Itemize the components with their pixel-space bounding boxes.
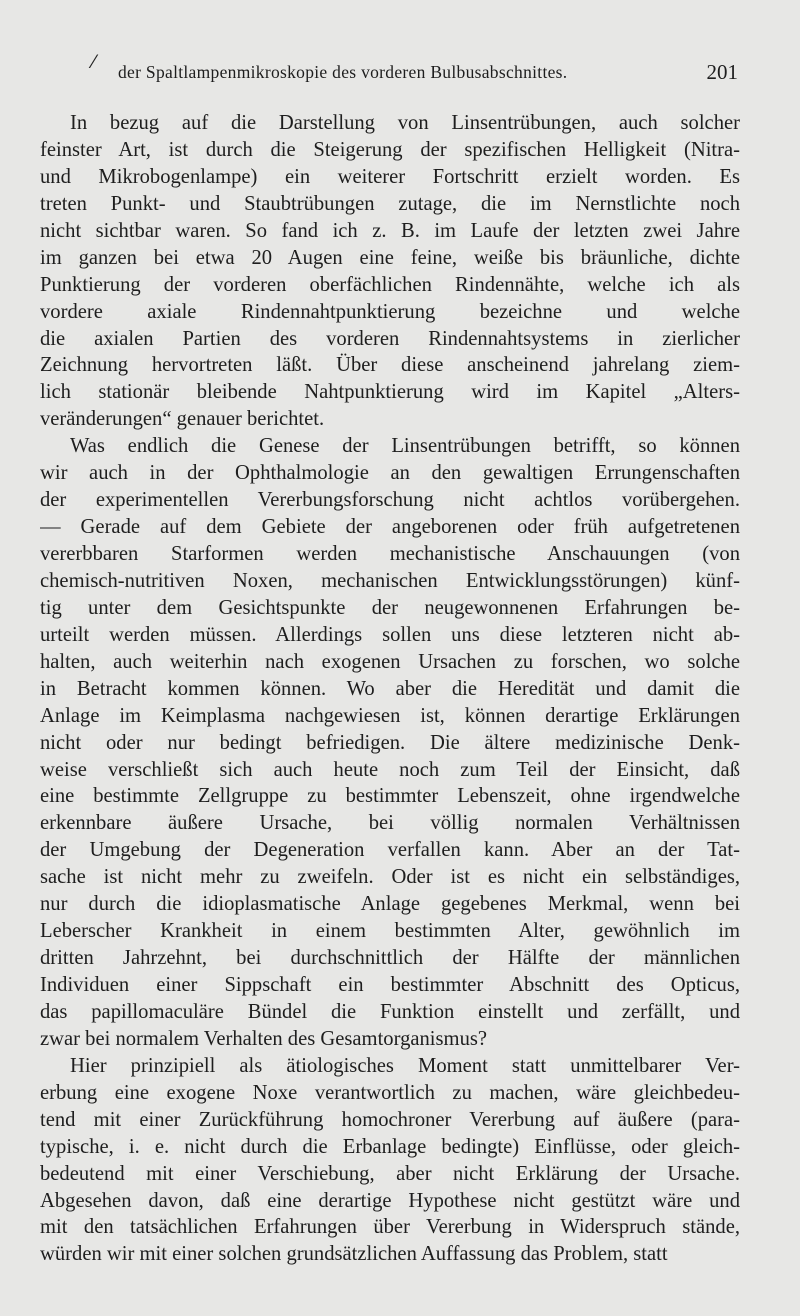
text-line: dritten Jahrzehnt, bei durchschnittlich der Hälfte der männlichen	[40, 947, 740, 970]
text-line: nicht sichtbar waren. So fand ich z. B. im Laufe der letzten zwei Jahre	[40, 219, 740, 242]
text-line: mit den tatsächlichen Erfahrungen über Vererbung in Widerspruch stände,	[40, 1216, 740, 1239]
text-line: Zeichnung hervortreten läßt. Über diese anscheinend jahrelang ziem-	[40, 354, 740, 377]
page-number: 201	[706, 60, 738, 84]
text-line: eine bestimmte Zellgruppe zu bestimmter Lebenszeit, ohne irgendwelche	[40, 785, 740, 808]
text-line: lich stationär bleibende Nahtpunktierung wird im Kapitel „Alters-	[40, 381, 740, 404]
page-header	[118, 62, 738, 88]
paragraph	[40, 433, 740, 1053]
text-line: die axialen Partien des vorderen Rindennahtsystems in zierlicher	[40, 327, 740, 350]
text-line: Abgesehen davon, daß eine derartige Hypothese nicht gestützt wäre und	[40, 1189, 740, 1212]
text-line: treten Punkt- und Staubtrübungen zutage, die im Nernstlichte noch	[40, 192, 740, 215]
text-line: In bezug auf die Darstellung von Linsentrübungen, auch solcher	[70, 112, 740, 134]
text-line: chemisch-nutritiven Noxen, mechanischen Entwicklungsstörungen) künf-	[40, 569, 740, 592]
text-line: urteilt werden müssen. Allerdings sollen uns diese letzteren nicht ab-	[40, 623, 740, 646]
text-line: weise verschließt sich auch heute noch zum Teil der Einsicht, daß	[40, 758, 740, 781]
text-line: der Umgebung der Degeneration verfallen kann. Aber an der Tat-	[40, 839, 740, 862]
body-text	[40, 110, 740, 1268]
text-line: Punktierung der vorderen oberfächlichen Rindennähte, welche ich als	[40, 273, 740, 296]
text-line: vererbbaren Starformen werden mechanistische Anschauungen (von	[40, 543, 740, 565]
text-line: in Betracht kommen können. Wo aber die Heredität und damit die	[40, 677, 740, 700]
text-line: feinster Art, ist durch die Steigerung der spezifischen Helligkeit (Nitra-	[40, 138, 740, 161]
text-line: bedeutend mit einer Verschiebung, aber nicht Erklärung der Ursache.	[40, 1162, 740, 1185]
running-head: der Spaltlampenmikroskopie des vorderen Bulbusabschnittes.	[118, 62, 568, 82]
text-line: nicht oder nur bedingt befriedigen. Die ältere medizinische Denk-	[40, 731, 740, 754]
paragraph	[40, 110, 740, 433]
text-line: tend mit einer Zurückführung homochroner Vererbung auf äußere (para-	[40, 1108, 740, 1131]
text-line: Anlage im Keimplasma nachgewiesen ist, können derartige Erklärungen	[40, 704, 740, 727]
text-line: — Gerade auf dem Gebiete der angeborenen oder früh aufgetretenen	[40, 516, 740, 539]
text-line: nur durch die idioplasmatische Anlage gegebenes Merkmal, wenn bei	[40, 893, 740, 916]
text-line: Hier prinzipiell als ätiologisches Moment statt unmittelbarer Ver-	[70, 1054, 740, 1077]
text-line: Was endlich die Genese der Linsentrübungen betrifft, so können	[70, 435, 740, 458]
pencil-mark: ⁄	[92, 52, 96, 73]
text-line: zwar bei normalem Verhalten des Gesamtorganismus?	[40, 1027, 488, 1050]
text-line: halten, auch weiterhin nach exogenen Ursachen zu forschen, wo solche	[40, 650, 740, 673]
paragraph	[40, 1053, 740, 1269]
text-line: das papillomaculäre Bündel die Funktion einstellt und zerfällt, und	[40, 1000, 740, 1023]
text-line: wir auch in der Ophthalmologie an den gewaltigen Errungenschaften	[40, 462, 740, 485]
text-line: Leberscher Krankheit in einem bestimmten Alter, gewöhnlich im	[40, 920, 740, 943]
text-line: der experimentellen Vererbungsforschung nicht achtlos vorübergehen.	[40, 489, 740, 512]
text-line: erbung eine exogene Noxe verantwortlich zu machen, wäre gleichbedeu-	[40, 1081, 740, 1104]
text-line: und Mikrobogenlampe) ein weiterer Fortschritt erzielt worden. Es	[40, 165, 740, 188]
text-line: vordere axiale Rindennahtpunktierung bezeichne und welche	[40, 300, 740, 323]
text-line: veränderungen“ genauer berichtet.	[40, 408, 325, 431]
text-line: erkennbare äußere Ursache, bei völlig normalen Verhältnissen	[40, 812, 740, 835]
text-line: im ganzen bei etwa 20 Augen eine feine, weiße bis bräunliche, dichte	[40, 246, 740, 269]
text-line: Individuen einer Sippschaft ein bestimmter Abschnitt des Opticus,	[40, 974, 740, 996]
text-line: typische, i. e. nicht durch die Erbanlage bedingte) Einflüsse, oder gleich-	[40, 1135, 740, 1158]
text-line: würden wir mit einer solchen grundsätzlichen Auffassung das Problem, statt	[40, 1243, 668, 1266]
text-line: tig unter dem Gesichtspunkte der neugewonnenen Erfahrungen be-	[40, 596, 740, 619]
text-line: sache ist nicht mehr zu zweifeln. Oder ist es nicht ein selbständiges,	[40, 866, 740, 889]
